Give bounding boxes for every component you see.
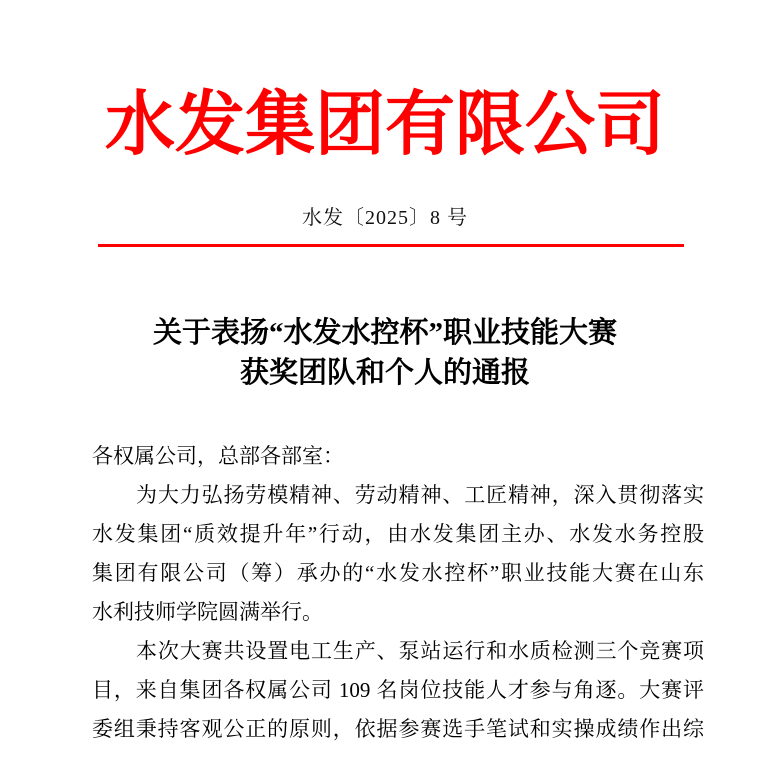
document-title: [0, 313, 770, 393]
document-title-line-1: 关于表扬“水发水控杯”职业技能大赛: [152, 317, 617, 349]
body-line: 委组秉持客观公正的原则，依据参赛选手笔试和实操成绩作出综: [92, 717, 704, 741]
document-title-line-2: 获奖团队和个人的通报: [239, 357, 530, 389]
paragraph-1: [92, 476, 704, 632]
body-line: 水利技师学院圆满举行。: [92, 600, 323, 624]
letterhead-divider-line: [98, 244, 684, 247]
salutation-line: 各权属公司，总部各部室：: [92, 444, 344, 468]
body-line: 水发集团“质效提升年”行动，由水发集团主办、水发水务控股: [92, 522, 704, 546]
body-line: 本次大赛共设置电工生产、泵站运行和水质检测三个竞赛项: [136, 639, 704, 663]
body-line: 目，来自集团各权属公司 109 名岗位技能人才参与角逐。大赛评: [92, 678, 704, 702]
document-number: 水发〔2025〕8 号: [302, 207, 468, 229]
paragraph-2: [92, 632, 704, 749]
document-body: [92, 437, 704, 749]
body-line: 集团有限公司（筹）承办的“水发水控杯”职业技能大赛在山东: [92, 561, 704, 585]
issuer-letterhead: 水发集团有限公司: [105, 87, 665, 164]
body-line: 为大力弘扬劳模精神、劳动精神、工匠精神，深入贯彻落实: [136, 483, 704, 507]
